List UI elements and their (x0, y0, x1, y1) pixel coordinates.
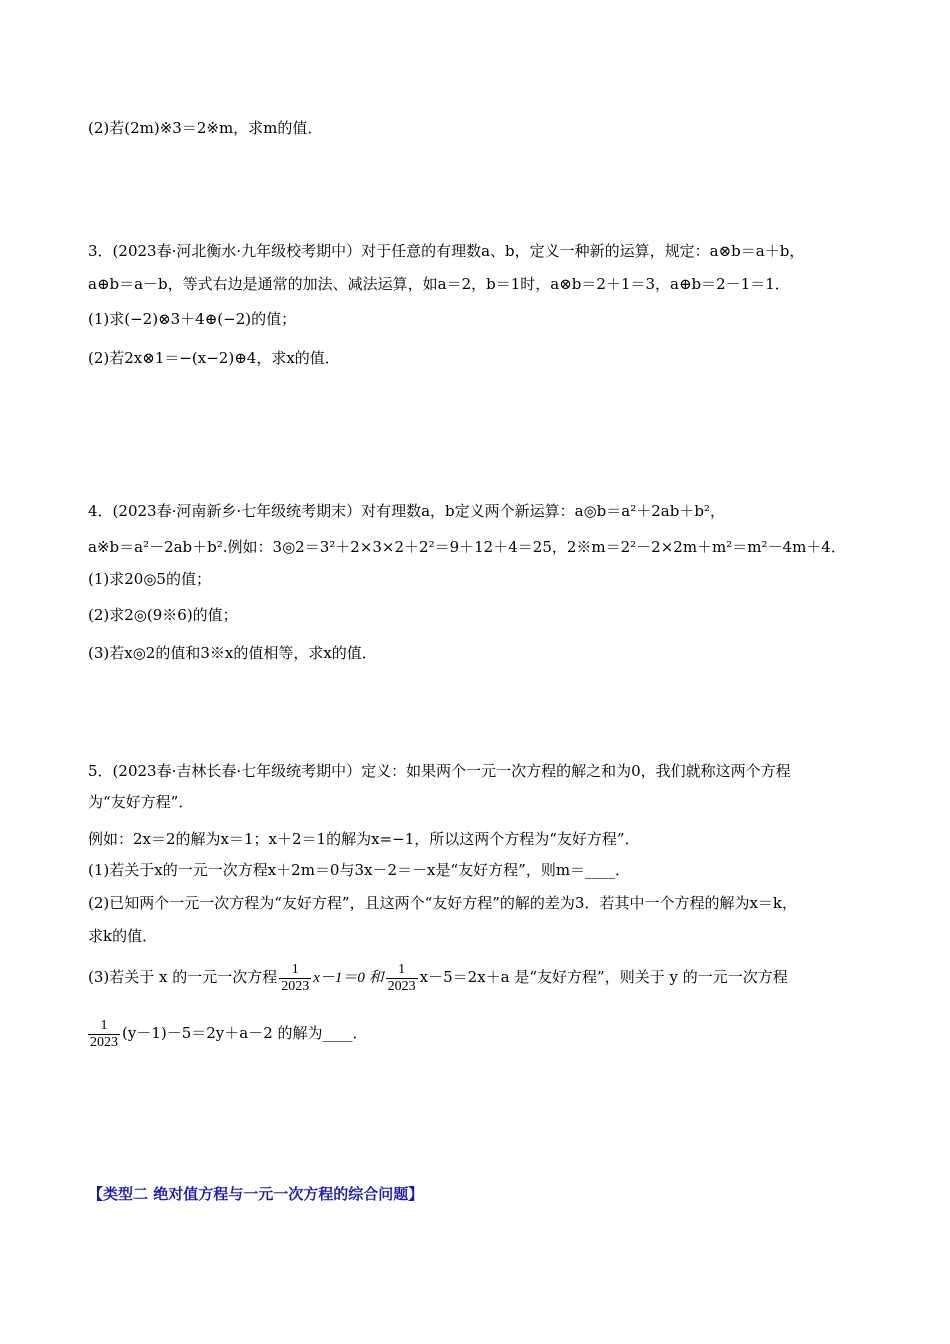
q4-part2: (2)求2◎(9※6)的值； (88, 606, 238, 624)
fraction-1-over-2023-c: $\frac{1}{2023}$ (90, 1017, 118, 1050)
q4-part3: (3)若x◎2的值和3※x的值相等，求x的值． (88, 644, 377, 662)
q5-example: 例如：2x＝2的解为x＝1；x＋2＝1的解为x=−1，所以这两个方程为“友好方程”． (88, 830, 640, 848)
q5-part2-line2: 求k的值． (88, 927, 158, 945)
q5-part3-line2: $\frac{1}{2023}$ (y－1)－5＝2y＋a－2 的解为____． (90, 1017, 368, 1050)
q4-line1: 4．(2023春·河南新乡·七年级统考期末）对有理数a，b定义两个新运算：a◎b＝a²＋2ab＋b²， (88, 502, 725, 520)
fraction-1-over-2023-b: $\frac{1}{2023}$ (387, 961, 416, 994)
q5-line2: 为“友好方程”． (88, 793, 194, 811)
section-heading: 【类型二 绝对值方程与一元一次方程的综合问题】 (88, 1185, 424, 1203)
q4-line2: a※b＝a²－2ab＋b².例如：3◎2＝3²＋2×3×2＋2²＝9＋12＋4＝25，2※m＝2²－2×2m＋m²＝m²－4m＋4． (88, 538, 846, 556)
q3-part2: (2)若2x⊗1＝−(x−2)⊕4，求x的值． (88, 349, 340, 367)
q4-part1: (1)求20◎5的值； (88, 570, 211, 588)
q2-part2: (2)若(2m)※3＝2※m，求m的值． (88, 119, 323, 137)
q5-part3-line1: (3)若关于 x 的一元一次方程 $\frac{1}{2023}$ x－1＝0 和 $\frac{1}{2023}$ x－5＝2x＋a 是“友好方程”，则关于 y 的一元一次方程 (88, 961, 788, 994)
q3-line1: 3．(2023春·河北衡水·九年级校考期中）对于任意的有理数a、b，定义一种新的运算，规定：a⊗b＝a＋b， (88, 242, 805, 260)
q5-part2-line1: (2)已知两个一元一次方程为“友好方程”，且这两个“友好方程”的解的差为3．若其中一个方程的解为x＝k， (88, 894, 798, 912)
q3-part1: (1)求(−2)⊗3＋4⊕(−2)的值； (88, 310, 297, 328)
fraction-1-over-2023: $\frac{1}{2023}$ (281, 961, 310, 994)
q5-line1: 5．(2023春·吉林长春·七年级统考期中）定义：如果两个一元一次方程的解之和为0，我们就称这两个方程 (88, 762, 791, 780)
q5-part1: (1)若关于x的一元一次方程x＋2m＝0与3x－2＝－x是“友好方程”，则m＝____． (88, 861, 631, 879)
q3-line2: a⊕b＝a－b，等式右边是通常的加法、减法运算，如a＝2，b＝1时，a⊗b＝2＋1＝3，a⊕b＝2－1＝1． (88, 275, 790, 293)
